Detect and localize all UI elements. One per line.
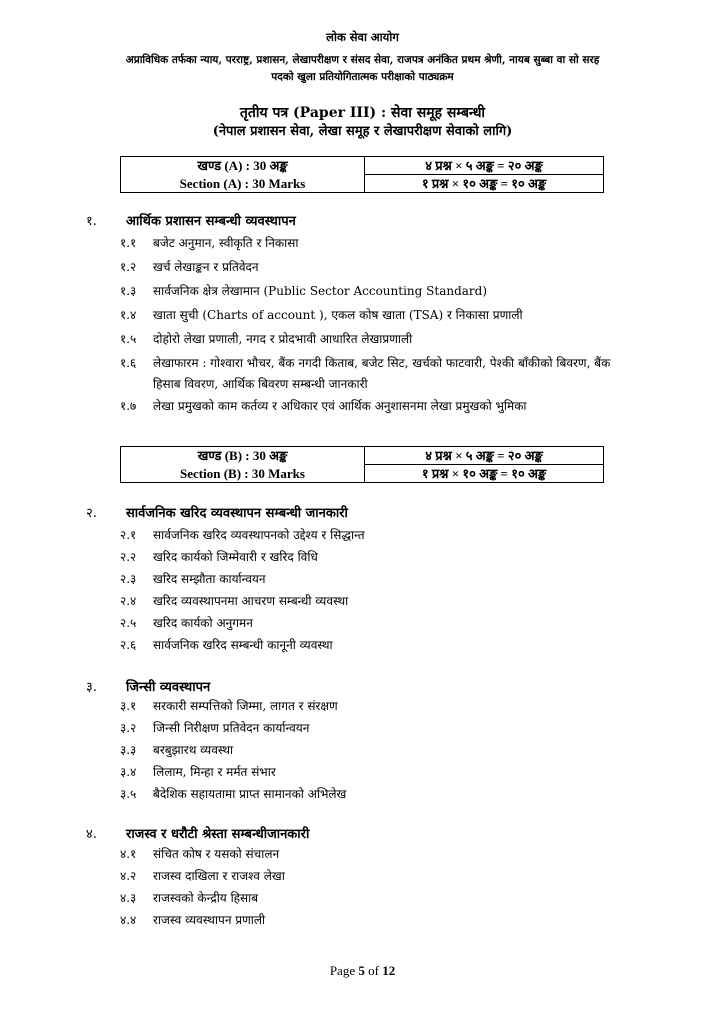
item-number: ३.५	[120, 787, 137, 801]
item-number: ३.१	[120, 699, 137, 713]
list-item	[120, 257, 640, 278]
item-number: ४.३	[120, 891, 137, 905]
header-line-1: अप्राविधिक तर्फका न्याय, परराष्ट्र, प्रशासन, लेखापरीक्षण र संसद सेवा, राजपत्र अनंकित प्रथम श्रेणी, नायब सुब्बा वा सो सरह	[125, 54, 600, 66]
item-text: बैदेशिक सहायतामा प्राप्त सामानको अभिलेख	[153, 787, 347, 801]
item-text: खरिद कार्यको जिम्मेवारी र खरिद विधि	[153, 550, 318, 564]
footer-of: of	[364, 963, 383, 978]
item-text: खरिद कार्यको अनुगमन	[153, 616, 253, 630]
item-number: ४.२	[120, 869, 137, 883]
list-item	[120, 525, 640, 546]
current-page-number: 5	[358, 963, 365, 978]
section-4-title	[86, 824, 309, 842]
list-item	[120, 784, 640, 805]
list-item	[120, 910, 640, 931]
item-number: २.५	[120, 616, 137, 630]
item-number: २.६	[120, 638, 137, 652]
organization-title: लोक सेवा आयोग	[326, 30, 399, 44]
section-3-title	[86, 677, 210, 695]
section-number: ४.	[86, 827, 97, 842]
marks-a-long: १ प्रश्न × १० अङ्क = १० अङ्क	[365, 175, 604, 193]
list-item	[120, 396, 640, 417]
header-line-2: पदको खुला प्रतियोगितात्मक परीक्षाको पाठ्यक्रम	[271, 71, 454, 83]
item-text: संचित कोष र यसको संचालन	[153, 847, 280, 861]
list-item	[120, 591, 640, 612]
section-title-text: आर्थिक प्रशासन सम्बन्धी व्यवस्थापन	[126, 214, 296, 229]
paper-title: तृतीय पत्र (Paper III) : सेवा समूह सम्बन्धी	[239, 105, 486, 121]
list-item	[120, 844, 640, 865]
section-number: ३.	[86, 680, 97, 695]
section-title-text: राजस्व र धरौटी श्रेस्ता सम्बन्धीजानकारी	[126, 827, 310, 842]
item-text: लिलाम, मिन्हा र मर्मत संभार	[153, 765, 276, 779]
item-text: बजेट अनुमान, स्वीकृति र निकासा	[153, 236, 299, 250]
list-item	[120, 353, 640, 395]
item-number: २.१	[120, 528, 137, 542]
item-number: १.३	[120, 284, 137, 298]
item-text: सरकारी सम्पत्तिको जिम्मा, लागत र संरक्षण	[153, 699, 338, 713]
list-item	[120, 866, 640, 887]
footer-prefix: Page	[329, 963, 359, 978]
list-item	[120, 718, 640, 739]
section-1-title	[86, 211, 296, 229]
item-number: २.३	[120, 572, 137, 586]
item-text: खरिद व्यवस्थापनमा आचरण सम्बन्धी व्यवस्था	[153, 594, 349, 608]
item-number: ३.३	[120, 743, 137, 757]
list-item	[120, 569, 640, 590]
marks-b-short: ४ प्रश्न × ५ अङ्क = २० अङ्क	[365, 447, 604, 465]
item-text: राजस्व दाखिला र राजश्व लेखा	[153, 869, 285, 883]
item-text: बरबुझारथ व्यवस्था	[153, 743, 234, 757]
list-item	[120, 233, 640, 254]
item-text: लेखा प्रमुखको काम कर्तव्य र अधिकार एवं आर्थिक अनुशासनमा लेखा प्रमुखको भुमिका	[153, 399, 527, 413]
list-item	[120, 635, 640, 656]
khanda-a-label: खण्ड (A) : 30 अङ्क	[121, 157, 365, 175]
item-text: खर्च लेखाङ्कन र प्रतिवेदन	[153, 260, 259, 274]
list-item	[120, 329, 640, 350]
khanda-b-label: खण्ड (B) : 30 अङ्क	[121, 447, 365, 465]
item-text: खरिद सम्झौता कार्यान्वयन	[153, 572, 266, 586]
item-number: ४.१	[120, 847, 137, 861]
page-footer	[0, 963, 725, 979]
list-item	[120, 696, 640, 717]
paper-subtitle: (नेपाल प्रशासन सेवा, लेखा समूह र लेखापरीक्षण सेवाको लागि)	[212, 124, 513, 139]
item-text: सार्वजनिक खरिद सम्बन्धी कानूनी व्यवस्था	[153, 638, 333, 652]
item-text: दोहोरो लेखा प्रणाली, नगद र प्रोदभावी आधारित लेखाप्रणाली	[153, 332, 413, 346]
section-title-text: सार्वजनिक खरिद व्यवस्थापन सम्बन्धी जानकारी	[126, 506, 348, 521]
item-number: ३.२	[120, 721, 137, 735]
item-number: ४.४	[120, 913, 137, 927]
list-item	[120, 762, 640, 783]
section-2-title	[86, 503, 348, 521]
item-number: १.७	[120, 399, 137, 413]
list-item	[120, 613, 640, 634]
item-number: १.१	[120, 236, 137, 250]
section-b-label: Section (B) : 30 Marks	[121, 465, 365, 483]
item-text: सार्वजनिक खरिद व्यवस्थापनको उद्देश्य र सिद्धान्त	[153, 528, 365, 542]
item-number: १.५	[120, 332, 137, 346]
item-text: राजस्व व्यवस्थापन प्रणाली	[153, 913, 266, 927]
item-text: खाता सुची (Charts of account ), एकल कोष खाता (TSA) र निकासा प्रणाली	[153, 308, 523, 322]
item-text: सार्वजनिक क्षेत्र लेखामान (Public Sector Accounting Standard)	[153, 284, 488, 298]
item-number: ३.४	[120, 765, 137, 779]
marks-a-short: ४ प्रश्न × ५ अङ्क = २० अङ्क	[365, 157, 604, 175]
item-text: जिन्सी निरीक्षण प्रतिवेदन कार्यान्वयन	[153, 721, 310, 735]
item-text: लेखाफारम : गोश्वारा भौचर, बैंक नगदी किताब, बजेट सिट, खर्चको फाटवारी, पेश्की बाँकीको बिवरण, बैंक हिसाब विवरण, आर्थिक बिवरण सम्बन्धी जानकारी	[153, 356, 611, 391]
item-number: २.२	[120, 550, 137, 564]
list-item	[120, 888, 640, 909]
list-item	[120, 281, 640, 302]
section-title-text: जिन्सी व्यवस्थापन	[126, 680, 211, 695]
item-number: १.२	[120, 260, 137, 274]
marks-b-long: १ प्रश्न × १० अङ्क = १० अङ्क	[365, 465, 604, 483]
marks-table-a	[120, 156, 604, 193]
item-number: २.४	[120, 594, 137, 608]
marks-table-b	[120, 446, 604, 483]
item-text: राजस्वको केन्द्रीय हिसाब	[153, 891, 259, 905]
section-number: १.	[86, 214, 97, 229]
list-item	[120, 740, 640, 761]
total-page-count: 12	[382, 963, 396, 978]
section-a-label: Section (A) : 30 Marks	[121, 175, 365, 193]
list-item	[120, 547, 640, 568]
item-number: १.६	[120, 356, 137, 370]
section-number: २.	[86, 506, 97, 521]
list-item	[120, 305, 640, 326]
item-number: १.४	[120, 308, 137, 322]
